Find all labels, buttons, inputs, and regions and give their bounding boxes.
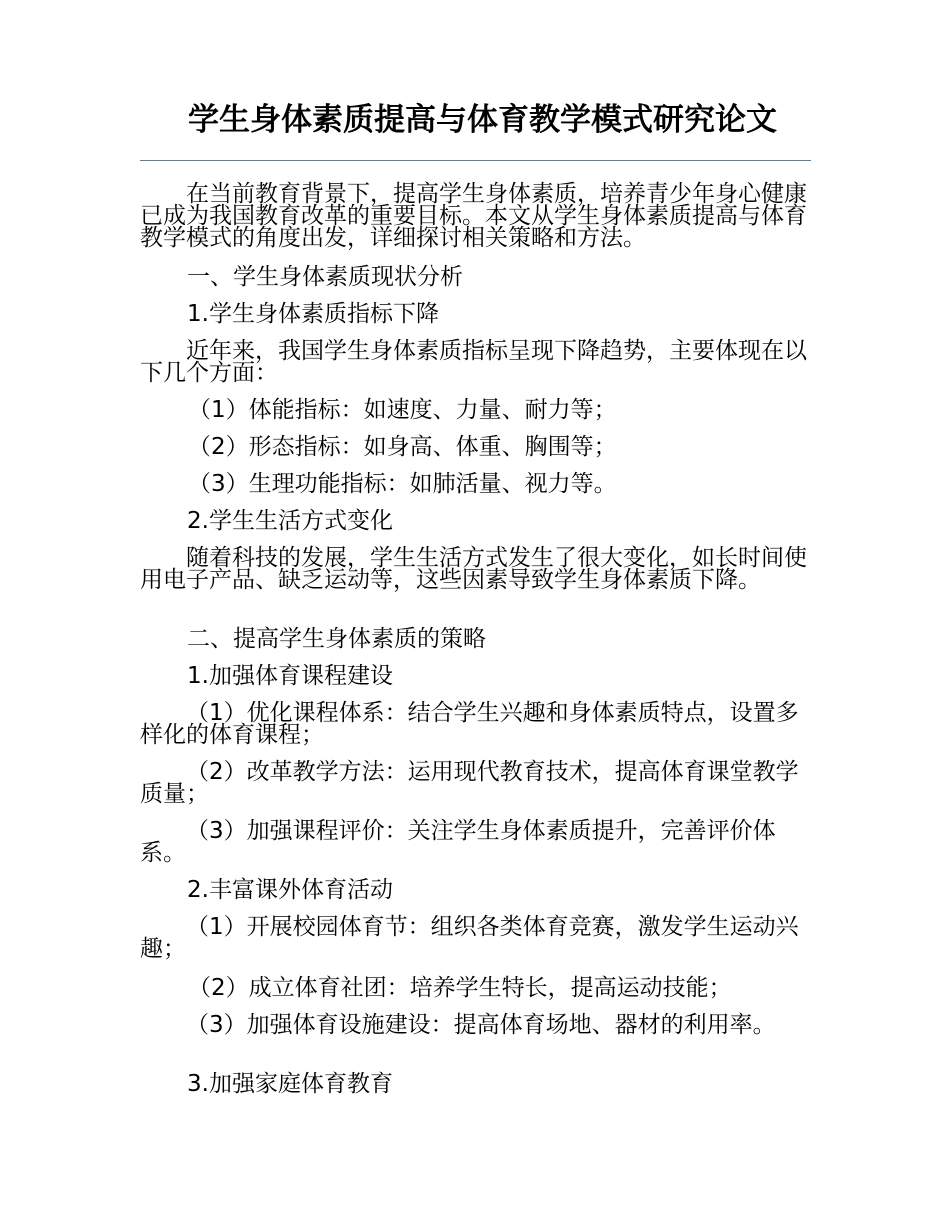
section-2-sub-3-heading: 3.加强家庭体育教育 <box>187 1071 393 1097</box>
section-1-sub-1-heading: 1.学生身体素质指标下降 <box>187 301 439 327</box>
list-item: （1）开展校园体育节：组织各类体育竞赛，激发学生运动兴趣； <box>140 914 799 962</box>
list-item: （1）优化课程体系：结合学生兴趣和身体素质特点，设置多样化的体育课程； <box>140 700 799 748</box>
section-2-sub-2-heading: 2.丰富课外体育活动 <box>187 877 393 903</box>
page-title: 学生身体素质提高与体育教学模式研究论文 <box>188 102 777 138</box>
list-item: （3）加强课程评价：关注学生身体素质提升，完善评价体系。 <box>140 818 776 866</box>
title-underline-divider <box>140 160 811 161</box>
list-item: （2）成立体育社团：培养学生特长，提高运动技能； <box>188 975 732 1001</box>
section-1-sub-2-paragraph: 随着科技的发展，学生生活方式发生了很大变化，如长时间使用电子产品、缺乏运动等，这些因素导致学生身体素质下降。 <box>140 545 807 593</box>
list-item: （2）改革教学方法：运用现代教育技术，提高体育课堂教学质量； <box>140 759 799 807</box>
list-item: （3）生理功能指标：如肺活量、视力等。 <box>188 471 617 497</box>
section-1-sub-1-paragraph: 近年来，我国学生身体素质指标呈现下降趋势，主要体现在以下几个方面： <box>140 338 807 386</box>
list-item: （1）体能指标：如速度、力量、耐力等； <box>188 397 617 423</box>
section-2-heading: 二、提高学生身体素质的策略 <box>187 626 486 652</box>
section-2-sub-1-heading: 1.加强体育课程建设 <box>187 663 393 689</box>
intro-paragraph: 在当前教育背景下，提高学生身体素质，培养青少年身心健康已成为我国教育改革的重要目标。本文从学生身体素质提高与体育教学模式的角度出发，详细探讨相关策略和方法。 <box>140 181 807 251</box>
section-1-heading: 一、学生身体素质现状分析 <box>187 264 463 290</box>
list-item: （2）形态指标：如身高、体重、胸围等； <box>188 434 617 460</box>
section-1-sub-2-heading: 2.学生生活方式变化 <box>187 508 393 534</box>
list-item: （3）加强体育设施建设：提高体育场地、器材的利用率。 <box>186 1012 776 1038</box>
